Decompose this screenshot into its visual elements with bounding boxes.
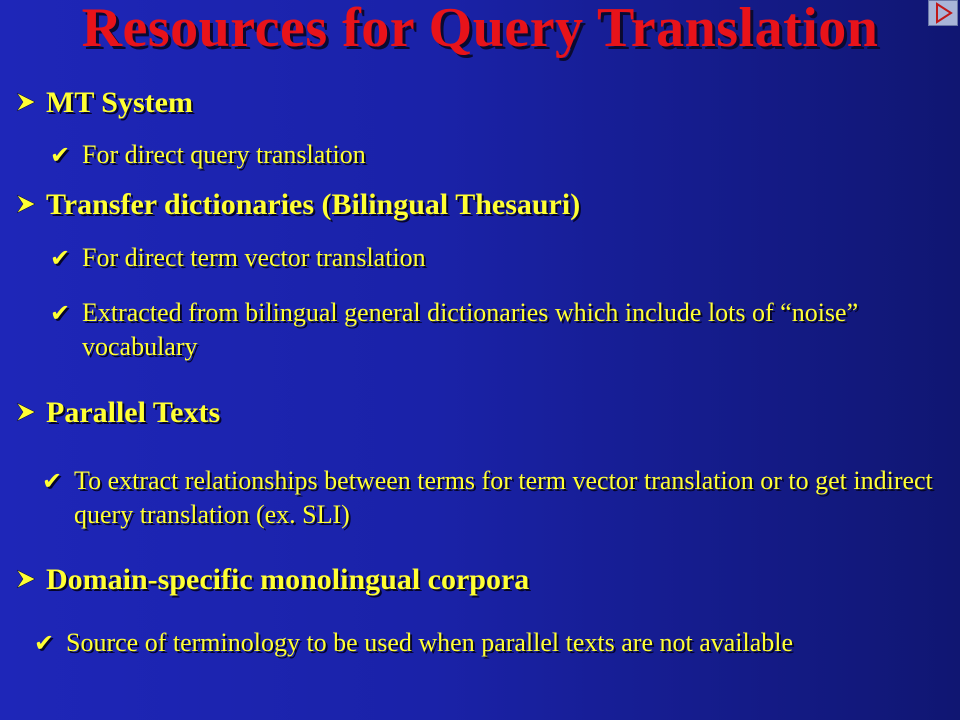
heading-label: Domain-specific monolingual corpora: [46, 563, 530, 596]
heading-domain-specific: [14, 563, 529, 597]
bullet-label: Extracted from bilingual general dictionaries which include lots of “noise” vocabulary: [82, 298, 859, 361]
arrow-bullet-icon: [14, 567, 38, 591]
arrow-bullet-icon: [14, 90, 38, 114]
bullet-label: For direct term vector translation: [82, 243, 426, 272]
bullet-direct-query: [50, 138, 930, 172]
bullet-label: For direct query translation: [82, 140, 366, 169]
heading-transfer-dictionaries: [14, 188, 580, 222]
next-slide-icon: [929, 1, 957, 25]
slide-title: Resources for Query Translation: [81, 0, 879, 59]
bullet-label: Source of terminology to be used when parallel texts are not available: [66, 628, 794, 657]
check-bullet-icon: ✔: [50, 141, 71, 169]
bullet-extracted-dictionaries: [50, 296, 940, 364]
arrow-bullet-icon: [14, 400, 38, 424]
arrow-bullet-icon: [14, 192, 38, 216]
bullet-extract-relationships: [42, 464, 947, 532]
bullet-source-terminology: [34, 626, 864, 660]
heading-label: MT System: [46, 86, 193, 119]
check-bullet-icon: ✔: [50, 299, 71, 327]
bullet-label: To extract relationships between terms for term vector translation or to get indirect query translation (ex. SLI): [74, 466, 933, 529]
bullet-term-vector: [50, 241, 930, 275]
check-bullet-icon: ✔: [42, 467, 63, 495]
check-bullet-icon: ✔: [50, 244, 71, 272]
next-slide-button[interactable]: [928, 0, 958, 26]
heading-label: Transfer dictionaries (Bilingual Thesauri): [46, 188, 581, 221]
heading-label: Parallel Texts: [46, 396, 221, 429]
check-bullet-icon: ✔: [34, 629, 55, 657]
heading-parallel-texts: [14, 396, 220, 430]
heading-mt-system: [14, 86, 193, 120]
